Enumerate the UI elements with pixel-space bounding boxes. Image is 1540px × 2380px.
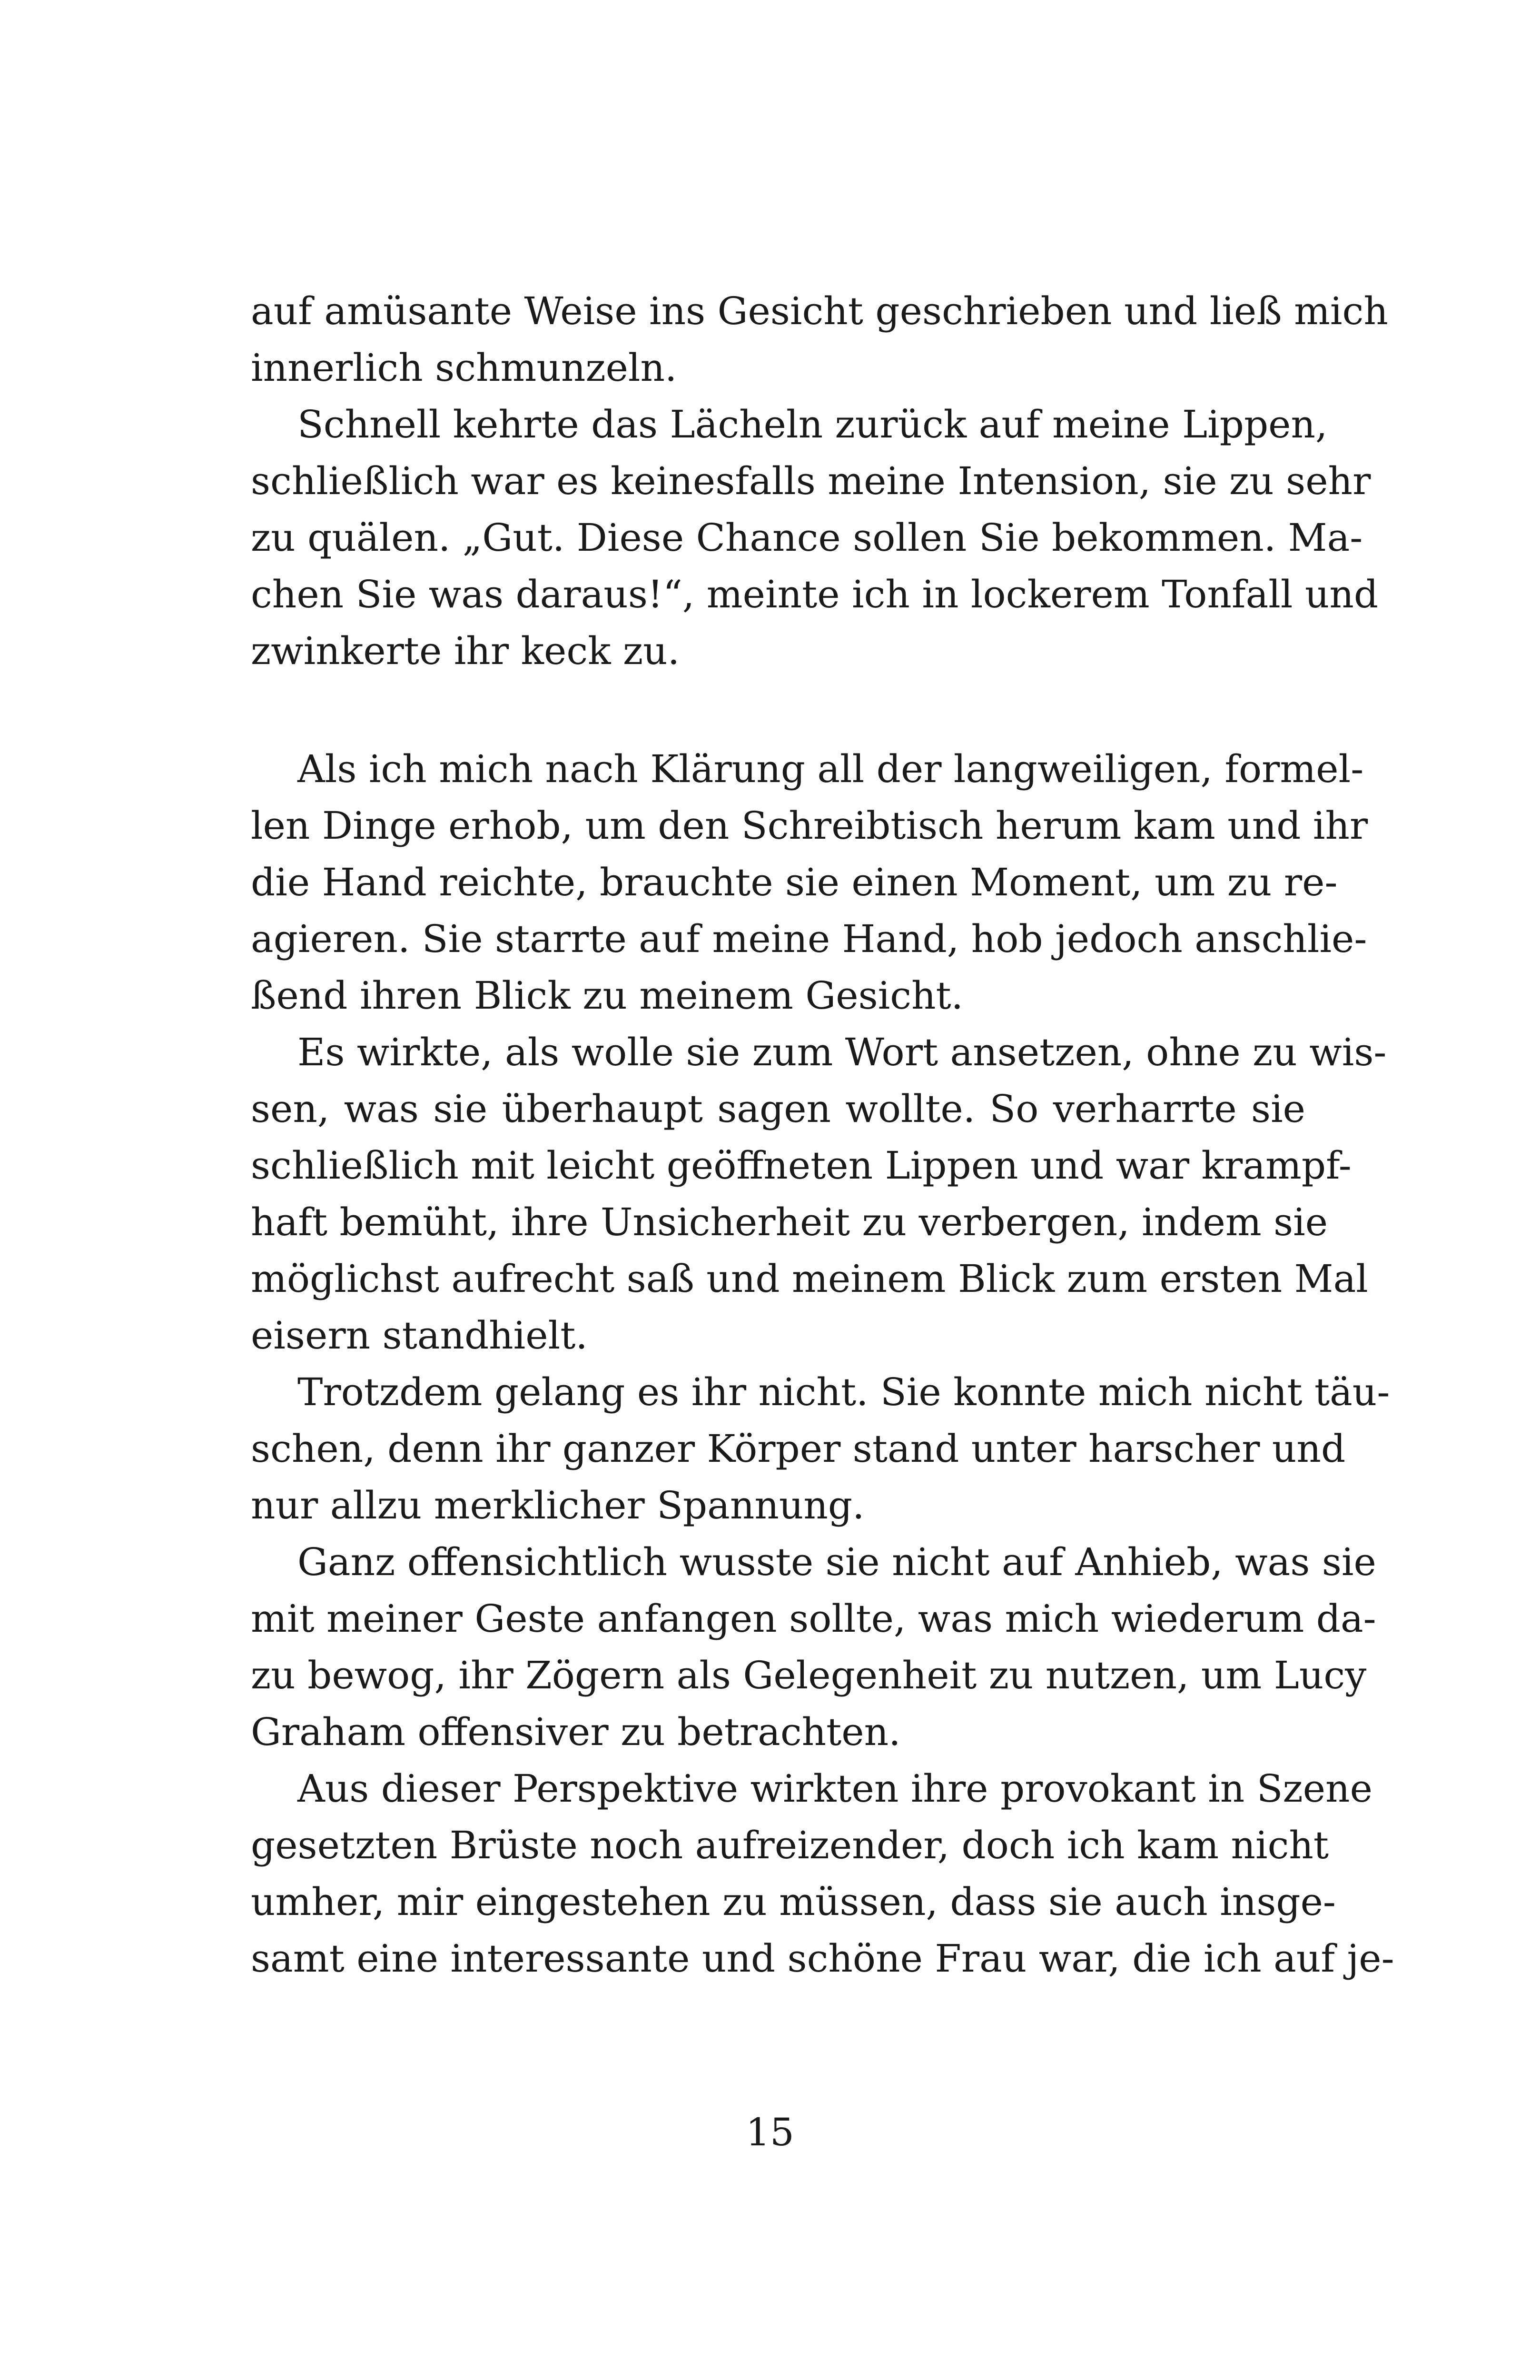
text-line: schließlich mit leicht geöffneten Lippen und war krampf- — [251, 1143, 1352, 1188]
text-line: sen, was sie überhaupt sagen wollte. So verharrte sie — [251, 1087, 1305, 1131]
text-line: len Dinge erhob, um den Schreibtisch herum kam und ihr — [251, 803, 1368, 848]
text-line: innerlich schmunzeln. — [251, 346, 677, 390]
text-line: chen Sie was daraus!“, meinte ich in lockerem Tonfall und — [251, 572, 1379, 616]
text-line: schen, denn ihr ganzer Körper stand unter harscher und — [251, 1427, 1346, 1471]
text-line: die Hand reichte, brauchte sie einen Moment, um zu re- — [251, 860, 1338, 904]
text-block-top — [251, 283, 1388, 679]
text-line: agieren. Sie starrte auf meine Hand, hob jedoch anschlie- — [251, 917, 1367, 961]
page-number: 15 — [746, 2110, 794, 2154]
text-line: zu quälen. „Gut. Diese Chance sollen Sie bekommen. Ma- — [251, 516, 1363, 560]
text-line: eisern standhielt. — [251, 1313, 588, 1358]
text-line: samt eine interessante und schöne Frau war, die ich auf je- — [251, 1936, 1394, 1981]
text-line: auf amüsante Weise ins Gesicht geschrieben und ließ mich — [251, 289, 1388, 333]
text-line: Schnell kehrte das Lächeln zurück auf meine Lippen, — [297, 402, 1328, 446]
text-line: zu bewog, ihr Zögern als Gelegenheit zu nutzen, um Lucy — [251, 1653, 1367, 1697]
text-line: haft bemüht, ihre Unsicherheit zu verbergen, indem sie — [251, 1200, 1328, 1244]
text-line: Graham offensiver zu betrachten. — [251, 1710, 901, 1754]
text-line: Aus dieser Perspektive wirkten ihre provokant in Szene — [297, 1766, 1372, 1811]
text-line: Es wirkte, als wolle sie zum Wort ansetzen, ohne zu wis- — [297, 1030, 1387, 1074]
text-line: Trotzdem gelang es ihr nicht. Sie konnte mich nicht täu- — [297, 1370, 1390, 1414]
text-line: gesetzten Brüste noch aufreizender, doch ich kam nicht — [251, 1823, 1329, 1867]
text-line: Ganz offensichtlich wusste sie nicht auf Anhieb, was sie — [297, 1540, 1376, 1584]
text-line: ßend ihren Blick zu meinem Gesicht. — [251, 973, 964, 1018]
text-block-main — [251, 741, 1394, 1987]
text-line: nur allzu merklicher Spannung. — [251, 1483, 865, 1527]
text-line: mit meiner Geste anfangen sollte, was mich wiederum da- — [251, 1597, 1376, 1641]
text-line: schließlich war es keinesfalls meine Intension, sie zu sehr — [251, 459, 1371, 503]
text-line: möglichst aufrecht saß und meinem Blick zum ersten Mal — [251, 1257, 1368, 1301]
text-line: umher, mir eingestehen zu müssen, dass sie auch insge- — [251, 1880, 1336, 1924]
text-line: zwinkerte ihr keck zu. — [251, 629, 680, 673]
text-line: Als ich mich nach Klärung all der langweiligen, formel- — [297, 747, 1364, 791]
